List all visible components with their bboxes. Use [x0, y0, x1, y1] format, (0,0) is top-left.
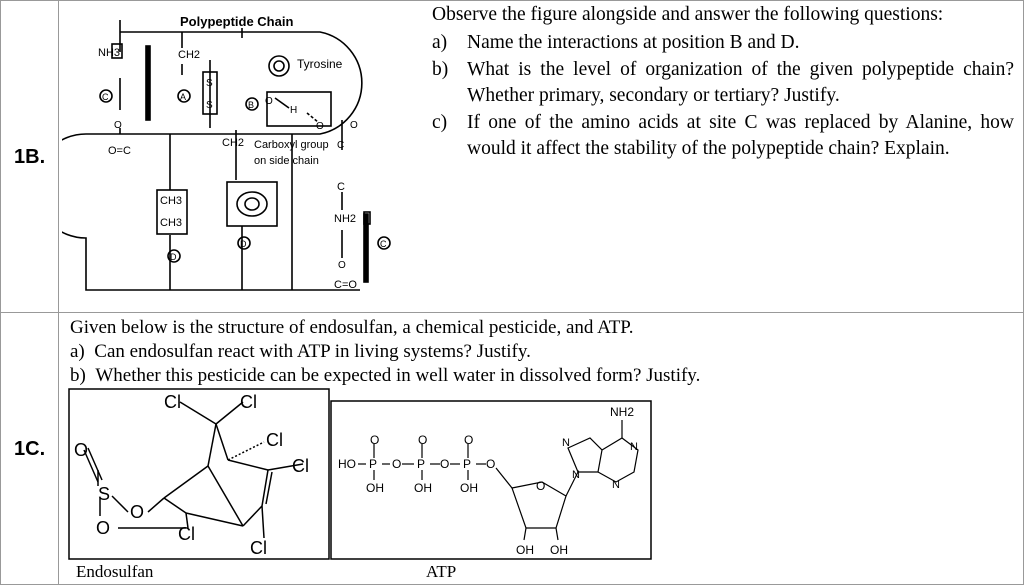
cl-label-1: Cl — [164, 392, 181, 412]
atp-oh-4: OH — [516, 543, 534, 557]
cl-label-4: Cl — [292, 456, 309, 476]
atp-n-3: N — [630, 441, 638, 453]
question-1c-b: b) Whether this pesticide can be expected in well water in dissolved form? Justify. — [70, 365, 701, 386]
carboxyl-label-2: on side chain — [254, 155, 319, 167]
question-1c-a: a) Can endosulfan react with ATP in living systems? Justify. — [70, 341, 531, 362]
s-label-2: S — [206, 100, 213, 111]
site-d-label-2: D — [240, 239, 247, 249]
ch3-label-1: CH3 — [160, 195, 183, 207]
s-label: S — [98, 484, 111, 504]
question-1b-intro: Observe the figure alongside and answer the following questions: — [432, 4, 944, 25]
o-label-sulfite: O — [74, 440, 89, 460]
cl-label-2: Cl — [240, 392, 257, 412]
site-a-label: A — [180, 92, 187, 102]
atp-o-2: O — [418, 433, 428, 447]
atp-n-1: N — [572, 469, 580, 481]
tyrosine-label: Tyrosine — [297, 57, 343, 71]
question-1b-b: b) What is the level of organization of the given polypeptide chain? Whether primary, secondary or tertiary? Justify. — [432, 58, 1014, 106]
o-label-top: O — [350, 120, 358, 131]
atp-oh-5: OH — [550, 543, 568, 557]
site-c-label: C — [102, 92, 109, 102]
oc-label: O=C — [108, 145, 131, 157]
o-label-ring1: O — [130, 502, 145, 522]
atp-o-3: O — [464, 433, 474, 447]
o-label-bottom: O — [338, 260, 346, 271]
atp-ho: HO — [338, 457, 356, 471]
site-d-label-1: D — [170, 252, 177, 262]
ch2-label-2: CH2 — [222, 137, 245, 149]
co-label: C=O — [334, 279, 357, 291]
ch2-label: CH2 — [178, 49, 201, 61]
nh3-label: NH3 — [98, 47, 121, 59]
o-label-hb: O — [316, 121, 324, 132]
atp-oh-3: OH — [460, 481, 478, 495]
atp-o-ring: O — [536, 479, 546, 493]
nh2-label: NH2 — [334, 213, 357, 225]
atp-structure — [330, 400, 652, 560]
carboxyl-label-1: Carboxyl group — [254, 139, 329, 151]
atp-n-2: N — [562, 437, 570, 449]
atp-p-3: P — [463, 457, 472, 471]
figure-title: Polypeptide Chain — [180, 14, 294, 29]
site-b-label: B — [248, 100, 255, 110]
cl-label-3: Cl — [266, 430, 283, 450]
atp-oh-1: OH — [366, 481, 384, 495]
question-number-1c: 1C. — [14, 438, 46, 460]
atp-o-6: O — [486, 457, 496, 471]
cl-label-6: Cl — [250, 538, 267, 558]
atp-n-4: N — [612, 479, 620, 491]
question-1c-intro: Given below is the structure of endosulfan, a chemical pesticide, and ATP. — [70, 317, 634, 338]
o-label-ring2: O — [96, 518, 111, 538]
question-number-1b: 1B. — [14, 146, 46, 168]
h-label: H — [290, 105, 298, 116]
s-label-1: S — [206, 78, 213, 89]
ch3-label-2: CH3 — [160, 217, 183, 229]
cl-label-5: Cl — [178, 524, 195, 544]
atp-o-1: O — [370, 433, 380, 447]
atp-p-2: P — [417, 457, 426, 471]
polypeptide-figure — [62, 0, 422, 310]
question-1b-c: c) If one of the amino acids at site C was replaced by Alanine, how would it affect the stability of the polypeptide chain? Explain. — [432, 111, 1014, 159]
c-label-mid: C — [337, 181, 345, 193]
c-label-side: C — [337, 140, 345, 151]
o-label-tyr: O — [265, 96, 273, 107]
question-1b-a: a) Name the interactions at position B and D. — [432, 32, 800, 53]
atp-oh-2: OH — [414, 481, 432, 495]
question-1b-list — [432, 30, 1014, 163]
endosulfan-caption: Endosulfan — [76, 562, 154, 581]
atp-caption: ATP — [426, 562, 457, 581]
row-divider — [0, 312, 1024, 313]
o-label-left: O — [114, 120, 122, 131]
site-c-label-2: C — [380, 239, 387, 249]
column-divider — [58, 0, 59, 585]
atp-o-4: O — [392, 457, 402, 471]
atp-p-1: P — [369, 457, 378, 471]
atp-o-5: O — [440, 457, 450, 471]
atp-nh2: NH2 — [610, 405, 635, 419]
endosulfan-structure — [68, 388, 330, 560]
